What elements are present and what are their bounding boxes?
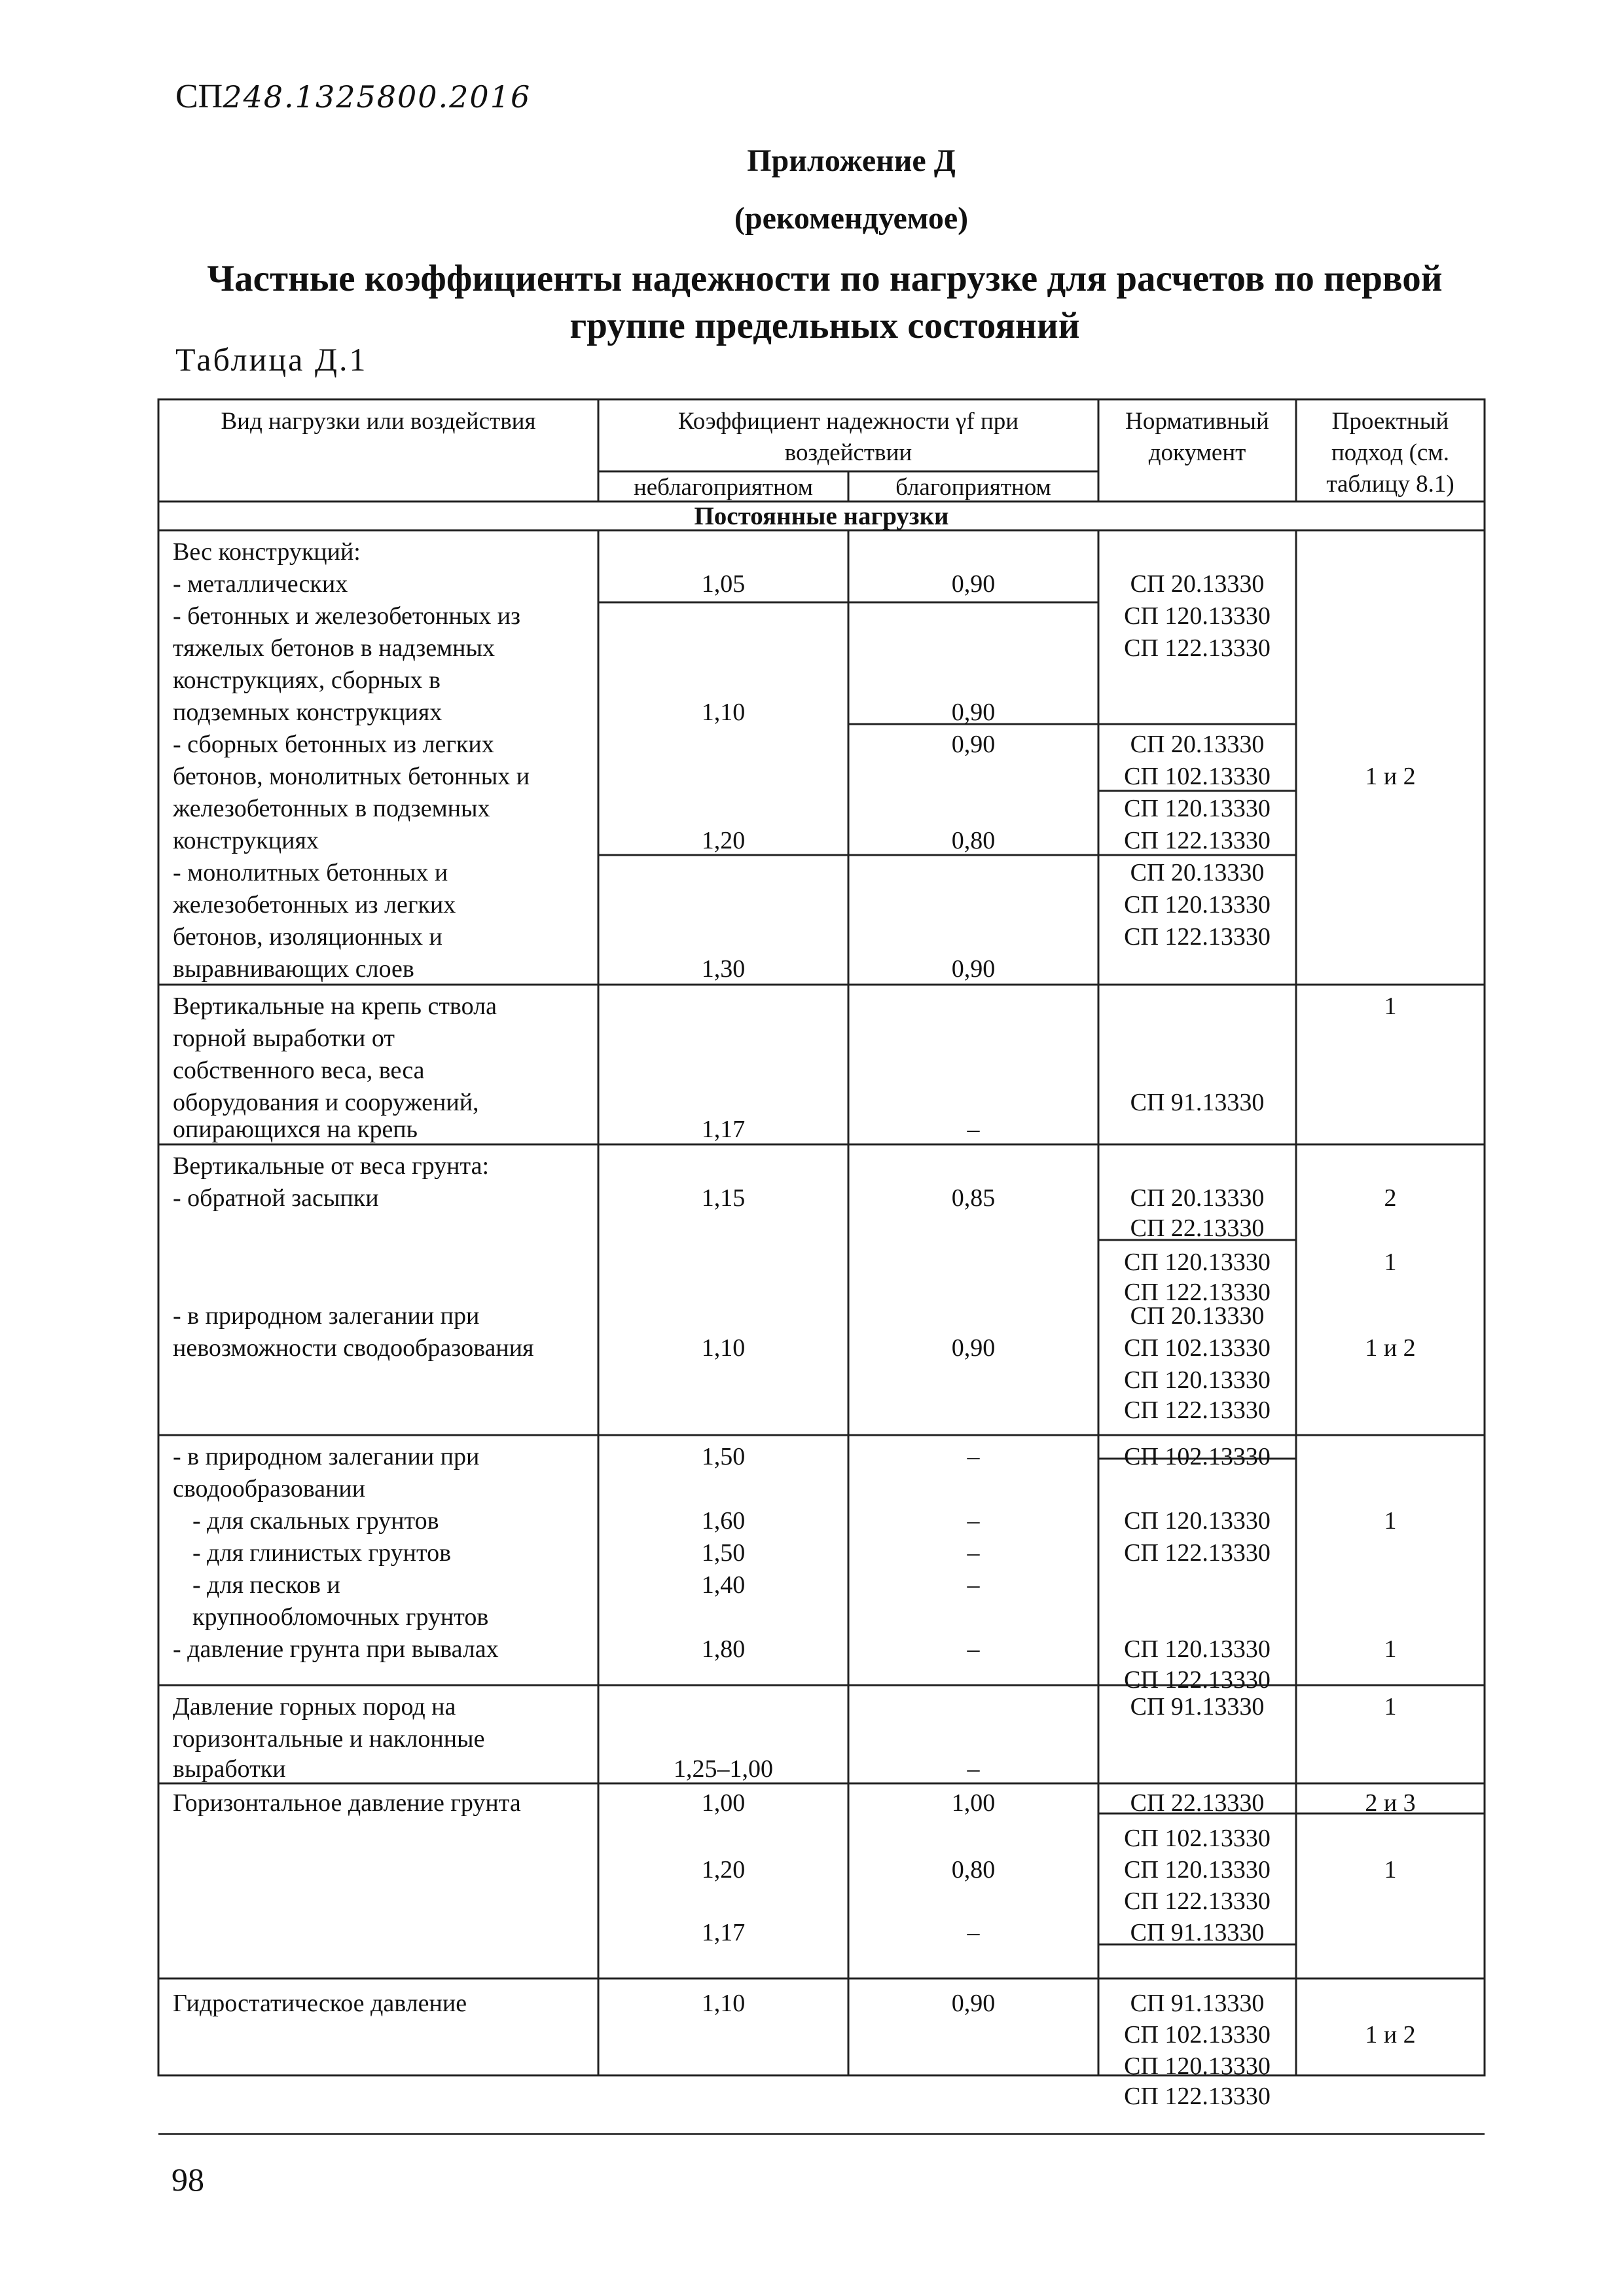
unfavorable-factor: 1,60 bbox=[701, 1507, 746, 1535]
footer-rule bbox=[158, 2133, 1485, 2135]
unfavorable-factor: 1,20 bbox=[701, 1856, 746, 1884]
favorable-factor: – bbox=[967, 1635, 980, 1663]
load-description: Гидростатическое давление bbox=[173, 1990, 467, 2017]
normative-document: СП 20.13330 bbox=[1130, 1184, 1265, 1212]
col-header-favorable: благоприятном bbox=[895, 474, 1051, 501]
normative-document: СП 20.13330 bbox=[1130, 731, 1265, 758]
unfavorable-factor: 1,05 bbox=[701, 570, 746, 598]
load-description: горной выработки от bbox=[173, 1025, 395, 1052]
favorable-factor: 0,90 bbox=[951, 1334, 996, 1362]
load-description: - монолитных бетонных и bbox=[173, 859, 448, 886]
load-description: железобетонных в подземных bbox=[173, 795, 490, 822]
favorable-factor: – bbox=[967, 1571, 980, 1599]
favorable-factor: 0,90 bbox=[951, 731, 996, 758]
load-description: оборудования и сооружений, bbox=[173, 1089, 479, 1116]
unfavorable-factor: 1,50 bbox=[701, 1443, 746, 1470]
normative-document: СП 91.13330 bbox=[1130, 1919, 1265, 1946]
load-factors-table bbox=[158, 399, 1485, 2110]
load-description: подземных конструкциях bbox=[173, 699, 442, 726]
load-description: - металлических bbox=[173, 570, 348, 598]
document-code bbox=[175, 77, 531, 116]
normative-document: СП 120.13330 bbox=[1124, 1366, 1271, 1394]
load-description: тяжелых бетонов в надземных bbox=[173, 634, 496, 662]
unfavorable-factor: 1,10 bbox=[701, 699, 746, 726]
document-code-prefix: СП bbox=[175, 78, 223, 115]
unfavorable-factor: 1,20 bbox=[701, 827, 746, 854]
favorable-factor: – bbox=[967, 1116, 980, 1143]
load-description: сводообразовании bbox=[173, 1475, 366, 1503]
load-description: конструкциях, сборных в bbox=[173, 666, 441, 694]
load-description: - в природном залегании при bbox=[173, 1302, 480, 1330]
page-title bbox=[157, 255, 1492, 350]
normative-document: СП 120.13330 bbox=[1124, 602, 1271, 630]
unfavorable-factor: 1,10 bbox=[701, 1334, 746, 1362]
design-approach: 1 bbox=[1384, 1248, 1397, 1276]
normative-document: СП 102.13330 bbox=[1124, 1825, 1271, 1852]
favorable-factor: 0,85 bbox=[951, 1184, 996, 1212]
favorable-factor: 0,90 bbox=[951, 570, 996, 598]
favorable-factor: – bbox=[967, 1443, 980, 1470]
normative-document: СП 120.13330 bbox=[1124, 891, 1271, 919]
load-description: Давление горных пород на bbox=[173, 1693, 456, 1721]
design-approach: 1 и 2 bbox=[1365, 1334, 1416, 1362]
normative-document: СП 102.13330 bbox=[1124, 1443, 1271, 1470]
document-code-handwritten: 248.1325800.2016 bbox=[223, 79, 532, 115]
section-title: Постоянные нагрузки bbox=[694, 502, 949, 530]
design-approach: 1 bbox=[1384, 1856, 1397, 1884]
col-header-coef-line-2: воздействии bbox=[784, 439, 912, 466]
normative-document: СП 91.13330 bbox=[1130, 1990, 1265, 2017]
normative-document: СП 22.13330 bbox=[1130, 1789, 1265, 1817]
normative-document: СП 120.13330 bbox=[1124, 795, 1271, 822]
design-approach: 1 bbox=[1384, 1693, 1397, 1721]
unfavorable-factor: 1,10 bbox=[701, 1990, 746, 2017]
page-number: 98 bbox=[171, 2161, 204, 2198]
unfavorable-factor: 1,80 bbox=[701, 1635, 746, 1663]
load-description: крупнообломочных грунтов bbox=[192, 1603, 489, 1631]
normative-document: СП 120.13330 bbox=[1124, 1635, 1271, 1663]
load-description: железобетонных из легких bbox=[173, 891, 456, 919]
design-approach: 1 и 2 bbox=[1365, 2021, 1416, 2049]
favorable-factor: 0,90 bbox=[951, 699, 996, 726]
normative-document: СП 122.13330 bbox=[1124, 1666, 1271, 1694]
col-header-unfavorable: неблагоприятном bbox=[633, 474, 814, 501]
favorable-factor: – bbox=[967, 1539, 980, 1567]
normative-document: СП 120.13330 bbox=[1124, 1507, 1271, 1535]
load-description: - для скальных грунтов bbox=[192, 1507, 439, 1535]
normative-document: СП 20.13330 bbox=[1130, 1302, 1265, 1330]
normative-document: СП 120.13330 bbox=[1124, 1248, 1271, 1276]
design-approach: 1 bbox=[1384, 1635, 1397, 1663]
unfavorable-factor: 1,00 bbox=[701, 1789, 746, 1817]
load-description: горизонтальные и наклонные bbox=[173, 1725, 485, 1753]
favorable-factor: 0,80 bbox=[951, 827, 996, 854]
unfavorable-factor: 1,50 bbox=[701, 1539, 746, 1567]
load-description: опирающихся на крепь bbox=[173, 1116, 418, 1143]
favorable-factor: 1,00 bbox=[951, 1789, 996, 1817]
favorable-factor: 0,80 bbox=[951, 1856, 996, 1884]
unfavorable-factor: 1,17 bbox=[701, 1116, 746, 1143]
col-header-approach-line-3: таблицу 8.1) bbox=[1326, 471, 1454, 498]
load-description: невозможности сводообразования bbox=[173, 1334, 534, 1362]
load-description: - бетонных и железобетонных из bbox=[173, 602, 521, 630]
load-description: - давление грунта при вывалах bbox=[173, 1635, 499, 1663]
normative-document: СП 120.13330 bbox=[1124, 2052, 1271, 2080]
table-body bbox=[172, 538, 1416, 2110]
normative-document: СП 20.13330 bbox=[1130, 570, 1265, 598]
design-approach: 1 bbox=[1384, 993, 1397, 1020]
normative-document: СП 22.13330 bbox=[1130, 1214, 1265, 1242]
appendix-status: (рекомендуемое) bbox=[734, 201, 969, 236]
appendix-heading: Приложение Д bbox=[747, 143, 956, 178]
normative-document: СП 102.13330 bbox=[1124, 1334, 1271, 1362]
col-header-approach-line-1: Проектный bbox=[1331, 408, 1449, 435]
normative-document: СП 20.13330 bbox=[1130, 859, 1265, 886]
normative-document: СП 102.13330 bbox=[1124, 2021, 1271, 2049]
col-header-load-type: Вид нагрузки или воздействия bbox=[221, 408, 536, 435]
normative-document: СП 122.13330 bbox=[1124, 2083, 1271, 2110]
normative-document: СП 122.13330 bbox=[1124, 1396, 1271, 1424]
normative-document: СП 122.13330 bbox=[1124, 1539, 1271, 1567]
load-description: бетонов, изоляционных и bbox=[173, 923, 442, 951]
normative-document: СП 120.13330 bbox=[1124, 1856, 1271, 1884]
load-description: Вес конструкций: bbox=[173, 538, 361, 566]
unfavorable-factor: 1,40 bbox=[701, 1571, 746, 1599]
normative-document: СП 122.13330 bbox=[1124, 1279, 1271, 1306]
normative-document: СП 91.13330 bbox=[1130, 1693, 1265, 1721]
col-header-norm-line-1: Нормативный bbox=[1125, 408, 1269, 435]
table-caption: Таблица Д.1 bbox=[175, 341, 368, 378]
load-description: собственного веса, веса bbox=[173, 1057, 425, 1084]
normative-document: СП 122.13330 bbox=[1124, 1887, 1271, 1915]
col-header-coef-line-1: Коэффициент надежности γf при bbox=[677, 408, 1019, 435]
load-description: Вертикальные от веса грунта: bbox=[173, 1152, 490, 1180]
col-header-norm-line-2: документ bbox=[1148, 439, 1246, 466]
load-description: выработки bbox=[173, 1755, 286, 1783]
normative-document: СП 122.13330 bbox=[1124, 827, 1271, 854]
normative-document: СП 122.13330 bbox=[1124, 923, 1271, 951]
favorable-factor: – bbox=[967, 1755, 980, 1783]
unfavorable-factor: 1,15 bbox=[701, 1184, 746, 1212]
unfavorable-factor: 1,30 bbox=[701, 955, 746, 983]
load-description: Горизонтальное давление грунта bbox=[173, 1789, 521, 1817]
page-title-line-2: группе предельных состояний bbox=[569, 305, 1080, 346]
unfavorable-factor: 1,25–1,00 bbox=[674, 1755, 773, 1783]
favorable-factor: 0,90 bbox=[951, 1990, 996, 2017]
design-approach: 2 bbox=[1384, 1184, 1397, 1212]
unfavorable-factor: 1,17 bbox=[701, 1919, 746, 1946]
load-description: - в природном залегании при bbox=[173, 1443, 480, 1470]
design-approach: 2 и 3 bbox=[1365, 1789, 1416, 1817]
page-title-line-1: Частные коэффициенты надежности по нагрузке для расчетов по первой bbox=[207, 258, 1443, 299]
load-description: - обратной засыпки bbox=[173, 1184, 379, 1212]
load-description: Вертикальные на крепь ствола bbox=[173, 993, 497, 1020]
load-description: конструкциях bbox=[173, 827, 319, 854]
load-description: - для глинистых грунтов bbox=[192, 1539, 452, 1567]
normative-document: СП 91.13330 bbox=[1130, 1089, 1265, 1116]
normative-document: СП 102.13330 bbox=[1124, 763, 1271, 790]
load-description: - сборных бетонных из легких bbox=[173, 731, 494, 758]
load-description: бетонов, монолитных бетонных и bbox=[173, 763, 530, 790]
favorable-factor: – bbox=[967, 1507, 980, 1535]
load-description: - для песков и bbox=[192, 1571, 340, 1599]
load-description: выравнивающих слоев bbox=[173, 955, 414, 983]
favorable-factor: – bbox=[967, 1919, 980, 1946]
favorable-factor: 0,90 bbox=[951, 955, 996, 983]
col-header-approach-line-2: подход (см. bbox=[1331, 439, 1450, 466]
normative-document: СП 122.13330 bbox=[1124, 634, 1271, 662]
design-approach: 1 и 2 bbox=[1365, 763, 1416, 790]
design-approach: 1 bbox=[1384, 1507, 1397, 1535]
